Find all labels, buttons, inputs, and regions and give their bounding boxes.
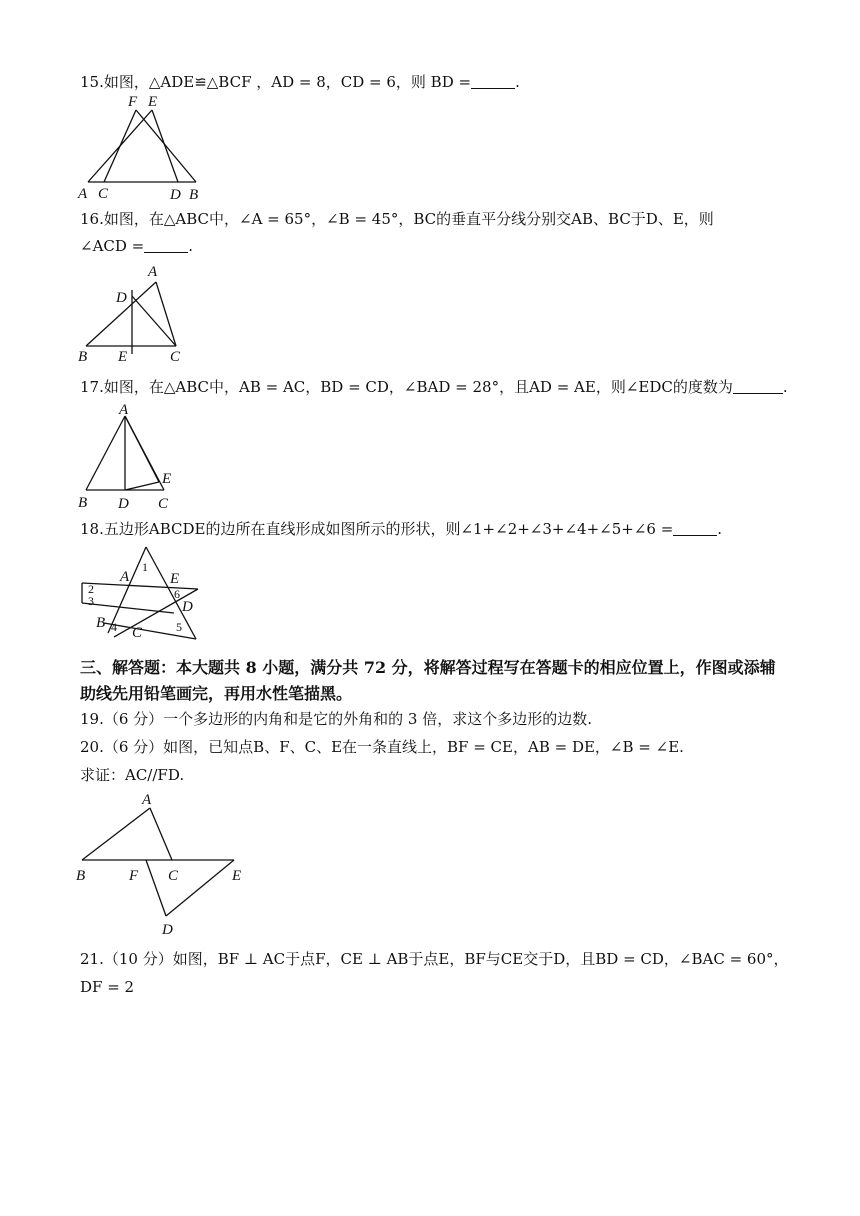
- fig18-label-4: 4: [111, 620, 117, 634]
- question-20-line1: 20.（6 分）如图，已知点B、F、C、E在一条直线上，BF = CE，AB = DE，∠B = ∠E.: [80, 738, 684, 756]
- question-16-line1: 16.如图，在△ABC中，∠A = 65°，∠B = 45°，BC的垂直平分线分别交AB、BC于D、E，则: [80, 210, 714, 228]
- answer-blank-18[interactable]: [673, 521, 717, 536]
- figure-18: [74, 543, 214, 651]
- figure-15: [74, 92, 214, 208]
- fig20-label-D: D: [162, 922, 173, 938]
- question-16-cont: ∠ACD = .: [80, 237, 194, 255]
- fig18-label-E: E: [170, 571, 180, 587]
- figure-20: [74, 790, 264, 944]
- figure-16: [74, 262, 204, 370]
- fig15-label-B: B: [189, 187, 199, 203]
- question-21-cont: [80, 976, 134, 998]
- fig15-label-A: A: [78, 186, 88, 202]
- fig16-label-E: E: [118, 349, 128, 365]
- question-18-text: 18.五边形ABCDE的边所在直线形成如图所示的形状，则∠1+∠2+∠3+∠4+∠5+∠6 =: [80, 520, 674, 538]
- fig18-label-B: B: [96, 615, 106, 631]
- fig15-label-C: C: [98, 186, 109, 202]
- figure-17: [74, 400, 194, 518]
- fig18-label-D: D: [182, 599, 193, 615]
- question-19: 19.（6 分）一个多边形的内角和是它的外角和的 3 倍，求这个多边形的边数.: [80, 710, 593, 728]
- question-17: 17.如图，在△ABC中，AB = AC，BD = CD，∠BAD = 28°，且AD = AE，则∠EDC的度数为 .: [80, 378, 788, 396]
- question-21: [80, 948, 789, 970]
- fig18-label-1: 1: [142, 560, 148, 574]
- fig16-label-C: C: [170, 349, 181, 365]
- fig17-label-C: C: [158, 496, 169, 512]
- question-20-line2: 求证：AC//FD.: [80, 766, 185, 784]
- fig20-label-A: A: [142, 792, 152, 808]
- fig17-label-D: D: [118, 496, 129, 512]
- fig20-label-B: B: [76, 868, 86, 884]
- fig15-label-F: F: [128, 94, 138, 110]
- answer-blank-16[interactable]: [144, 238, 188, 253]
- section-heading: 三、解答题：本大题共 8 小题，满分共 72 分，将解答过程写在答题卡的相应位置上，作图或添辅助线先用铅笔画完，再用水性笔描黑。: [80, 658, 776, 703]
- question-17-text: 17.如图，在△ABC中，AB = AC，BD = CD，∠BAD = 28°，且AD = AE，则∠EDC的度数为: [80, 378, 733, 396]
- fig18-label-A: A: [120, 569, 130, 585]
- question-15: 15.如图，△ADE≌△BCF ，AD = 8，CD = 6，则 BD = .: [80, 73, 520, 91]
- fig20-label-C: C: [168, 868, 179, 884]
- question-16: [80, 208, 714, 230]
- fig16-label-A: A: [148, 264, 158, 280]
- fig18-label-3: 3: [88, 594, 94, 608]
- question-16-line2: ∠ACD =: [80, 237, 145, 255]
- fig18-label-C: C: [132, 625, 143, 641]
- question-21-line2: DF = 2: [80, 978, 135, 996]
- fig17-label-E: E: [162, 471, 172, 487]
- fig20-label-E: E: [232, 868, 242, 884]
- question-15-text: 15.如图，△ADE≌△BCF ，AD = 8，CD = 6，则 BD =: [80, 73, 472, 91]
- fig18-label-6: 6: [174, 587, 180, 601]
- question-20-proof: [80, 764, 184, 786]
- fig18-label-2: 2: [88, 582, 94, 596]
- question-18: 18.五边形ABCDE的边所在直线形成如图所示的形状，则∠1+∠2+∠3+∠4+∠5+∠6 = .: [80, 520, 723, 538]
- question-20: [80, 736, 684, 758]
- fig15-label-D: D: [170, 187, 181, 203]
- answer-blank-17[interactable]: [733, 379, 783, 394]
- fig18-label-5: 5: [176, 620, 182, 634]
- fig16-label-B: B: [78, 349, 88, 365]
- fig20-label-F: F: [129, 868, 139, 884]
- fig15-label-E: E: [148, 94, 158, 110]
- question-21-line1: 21.（10 分）如图，BF ⊥ AC于点F，CE ⊥ AB于点E，BF与CE交于D，且BD = CD，∠BAC = 60°，: [80, 950, 789, 968]
- fig17-label-B: B: [78, 495, 88, 511]
- answer-blank-15[interactable]: [471, 74, 515, 89]
- fig17-label-A: A: [119, 402, 129, 418]
- fig16-label-D: D: [116, 290, 127, 306]
